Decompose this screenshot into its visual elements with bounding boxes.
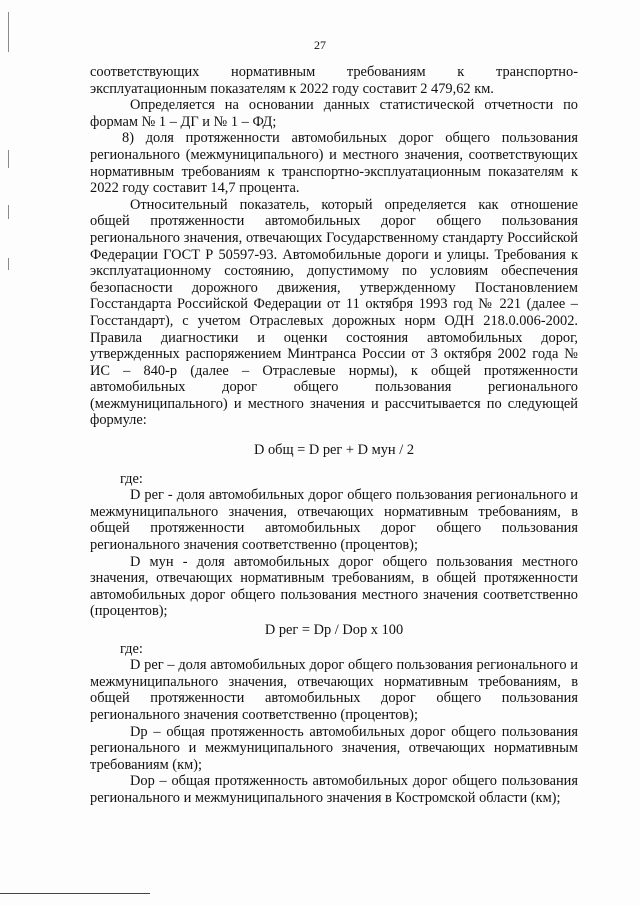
paragraph: 8) доля протяженности автомобильных дорог общего пользования регионального (межмуниципального) и местного значения, соответствующих нормативным требованиям к транспортно-эксплуатационным показателям к 2022 году составит 14,7 процента. xyxy=(90,130,578,197)
where-label: где: xyxy=(120,640,143,657)
formula-regional: D рег = Dр / Dор х 100 xyxy=(264,622,404,638)
definition-item: D мун - доля автомобильных дорог общего пользования местного значения, отвечающих нормативным требованиям, в общей протяженности автомобильных дорог общего пользования местного значения соответственно (процентов); xyxy=(90,553,578,620)
formula-total: D общ = D рег + D мун / 2 xyxy=(253,442,415,459)
where-label: где: xyxy=(120,470,143,487)
paragraph: Определяется на основании данных статистической отчетности по формам № 1 – ДГ и № 1 – ФД; xyxy=(90,97,578,130)
definition-item: Dр – общая протяженность автомобильных дорог общего пользования регионального и межмуниципального значения, отвечающих нормативным требованиям (км); xyxy=(90,723,578,773)
paragraph: соответствующих нормативным требованиям к транспортно-эксплуатационным показателям к 2022 году составит 2 479,62 км. xyxy=(90,64,578,97)
scan-edge-mark xyxy=(8,205,9,219)
definition-item: D рег – доля автомобильных дорог общего пользования регионального и межмуниципального значения, отвечающих нормативным требованиям, в общей протяженности автомобильных дорог общего пользования регионального значения соответственно (процентов); xyxy=(90,657,578,723)
scan-edge-mark xyxy=(8,150,9,168)
page-number: 27 xyxy=(314,38,326,52)
document-body xyxy=(90,64,578,807)
footnote-divider xyxy=(0,893,150,894)
scan-edge-mark xyxy=(8,258,9,270)
definition-item: Dор – общая протяженность автомобильных дорог общего пользования регионального и межмуниципального значения в Костромской области (км); xyxy=(90,773,578,806)
paragraph: Относительный показатель, который определяется как отношение общей протяженности автомобильных дорог общего пользования регионального значения, отвечающих Государственному стандарту Российской Федерации ГОСТ Р 50597-93. Автомобильные дороги и улицы. Требования к эксплуатационному состоянию, допустимому по условиям обеспечения безопасности дорожного движения, утвержденному Постановлением Госстандарта Российской Федерации от 11 октября 1993 год № 221 (далее – Госстандарт), с учетом Отраслевых дорожных норм ОДН 218.0.006-2002. Правила диагностики и оценки состояния автомобильных дорог, утвержденных распоряжением Минтранса России от 3 октября 2002 года № ИС – 840-р (далее – Отраслевые нормы), к общей протяженности автомобильных дорог общего пользования регионального (межмуниципального) и местного значения и рассчитывается по следующей формуле: xyxy=(90,196,578,429)
definition-item: D рег - доля автомобильных дорог общего пользования регионального и межмуниципального значения, отвечающих нормативным требованиям, в общей протяженности автомобильных дорог общего пользования регионального значения соответственно (процентов); xyxy=(90,487,578,554)
